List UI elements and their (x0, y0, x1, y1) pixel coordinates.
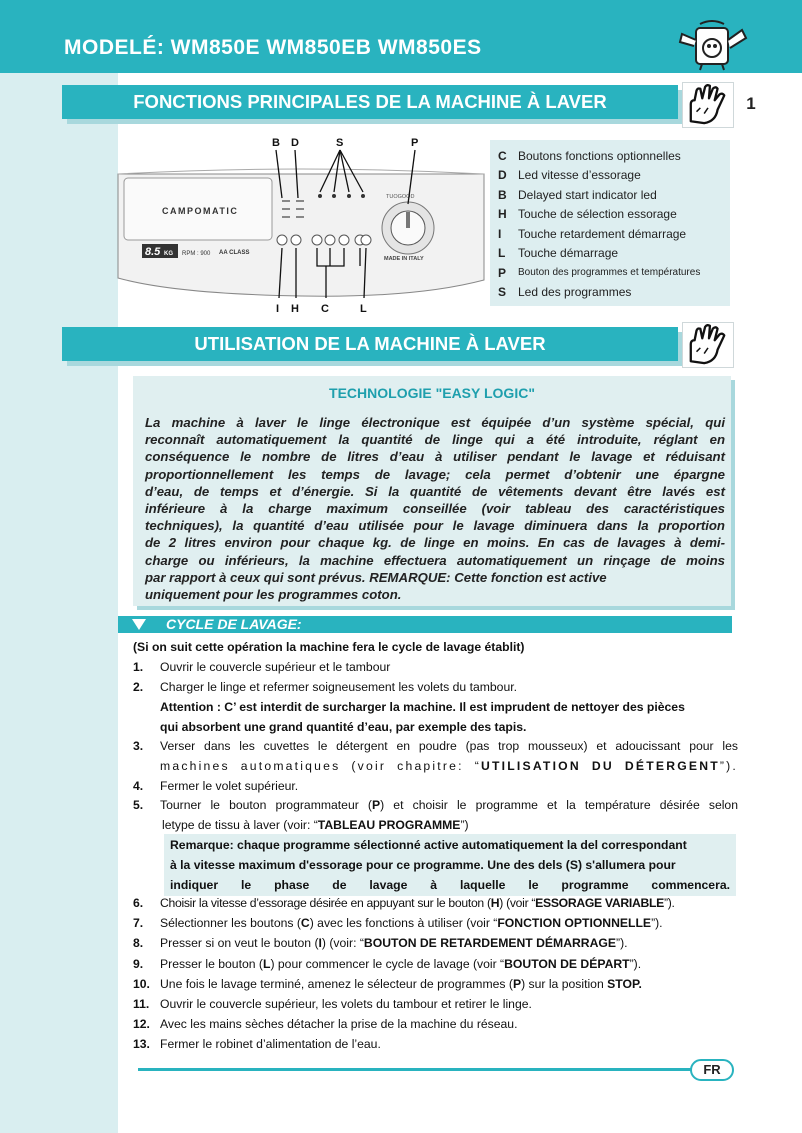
left-margin-band (0, 0, 118, 1133)
legend-key: D (498, 168, 507, 183)
easy-logic-line: par rapport à ceux qui sont prévus. REMARQUE: Cette fonction est active (145, 569, 607, 585)
step-text: Avec les mains sèches détacher la prise de la machine du réseau. (160, 1017, 518, 1031)
hand-icon-box (682, 322, 734, 368)
easy-logic-line: techniques), la quantité d’eau utilisée pour le lavage diminuera dans la proportion (145, 518, 725, 534)
step-fragment: ”) (460, 817, 469, 832)
energy-label: AA CLASS (219, 250, 250, 256)
step-line (162, 816, 738, 836)
easy-logic-title: TECHNOLOGIE "EASY LOGIC" (329, 385, 535, 401)
section-title-usage: UTILISATION DE LA MACHINE À LAVER (194, 333, 546, 354)
hand-icon (683, 83, 733, 127)
step-number: 12. (133, 1017, 150, 1031)
step-fragment-bold: L (262, 957, 271, 971)
capacity-value: 8.5 (145, 246, 161, 258)
step-fragment-bold: TABLEAU PROGRAMME (317, 817, 461, 832)
step-text (160, 796, 738, 835)
brand-label: CAMPOMATIC (162, 206, 239, 216)
legend-key: L (498, 246, 506, 261)
step-fragment: ) (voir “ (499, 896, 536, 910)
step-text (160, 955, 738, 975)
washing-machine-mascot-icon (676, 20, 748, 72)
step-fragment-bold: ESSORAGE VARIABLE (535, 896, 664, 910)
step-fragment: machines automatiques (voir chapitre: “ (160, 758, 482, 773)
step-number: 7. (133, 916, 144, 930)
easy-logic-line: d’eau, de temps et d’énergie. Si la quantité de vêtements devant être lavés est (145, 483, 725, 499)
step-fragment-bold: BOUTON DE DÉPART (504, 957, 630, 971)
label-P: P (411, 137, 419, 149)
step-fragment-bold: BOUTON DE RETARDEMENT DÉMARRAGE (363, 936, 617, 950)
easy-logic-line: charge ou inférieurs, la machine effectuera automatiquement un rinçage de moins (145, 552, 725, 568)
easy-logic-line: proportionnellement les temps de lavage; cela permet d’obtenir une épargne (145, 466, 725, 482)
easy-logic-line: inférieure à la charge maximum conseillée (voir tableau des caractéristiques (145, 501, 725, 517)
attention-line: qui absorbent une grand quantité d’eau, par exemple des tapis. (160, 719, 527, 734)
step-text (160, 934, 738, 954)
step-line: Verser dans les cuvettes le détergent en poudre (pas trop mousseux) et adoucissant pour les (160, 739, 738, 753)
legend-row (498, 283, 730, 303)
legend-text: Touche retardement démarrage (518, 226, 687, 241)
footer-rule (138, 1068, 698, 1071)
legend-row (498, 185, 730, 205)
step-number: 4. (133, 779, 144, 793)
step-line (160, 757, 738, 777)
step-fragment: Une fois le lavage terminé, amenez le sélecteur de programmes ( (160, 977, 513, 991)
step-number: 1. (133, 660, 144, 674)
remark-box (164, 834, 736, 896)
remark-line: indiquer le phase de lavage à laquelle le programme commencera. (170, 878, 730, 892)
legend-text: Boutons fonctions optionnelles (518, 148, 681, 163)
capacity-unit: KG (164, 251, 173, 257)
step-fragment-bold: UTILISATION DU DÉTERGENT (481, 758, 720, 773)
step-text (160, 914, 738, 934)
legend-text: Touche de sélection essorage (518, 207, 677, 222)
label-C: C (321, 303, 329, 315)
cycle-intro: (Si on suit cette opération la machine fera le cycle de lavage établit) (133, 640, 525, 654)
step-text (160, 737, 738, 776)
section-title-functions: FONCTIONS PRINCIPALES DE LA MACHINE À LAVER (133, 91, 607, 112)
legend-key: P (498, 265, 507, 280)
step-text: Fermer le robinet d’alimentation de l’eau. (160, 1037, 381, 1051)
step-text (160, 894, 738, 914)
language-badge: FR (690, 1059, 734, 1081)
step-fragment-bold: FONCTION OPTIONNELLE (497, 916, 652, 930)
top-header-band (0, 0, 802, 73)
step-number: 10. (133, 977, 150, 991)
legend-row (498, 244, 730, 264)
step-number: 5. (133, 798, 144, 812)
step-number: 9. (133, 957, 144, 971)
remark-line: à la vitesse maximum d'essorage pour ce programme. Une des dels (S) s'allumera pour (170, 858, 676, 872)
step-line (160, 796, 738, 816)
legend-text: Led des programmes (518, 285, 632, 300)
step-fragment: ”). (663, 896, 675, 910)
easy-logic-line: La machine à laver le linge électronique est équipée d’un système spécial, qui (145, 415, 725, 430)
cycle-title: CYCLE DE LAVAGE: (166, 616, 302, 632)
step-fragment-bold: H (490, 896, 500, 910)
legend-row (498, 224, 730, 244)
remark-line: Remarque: chaque programme sélectionné active automatiquement la del correspondant (170, 838, 687, 852)
logic-label: TUOGOOD (386, 194, 415, 200)
step-text: Fermer le volet supérieur. (160, 779, 299, 793)
legend-key: C (498, 148, 507, 163)
step-fragment-bold: P (371, 798, 381, 812)
step-text: Ouvrir le couvercle supérieur et le tambour (160, 660, 391, 674)
triangle-down-icon (132, 619, 146, 630)
page-number: 1 (746, 94, 756, 113)
step-number: 11. (133, 997, 150, 1011)
label-L: L (360, 303, 367, 315)
label-I: I (276, 303, 280, 315)
step-number: 8. (133, 936, 144, 950)
cycle-header (118, 616, 732, 633)
attention-line: Attention : C’ est interdit de surcharger la machine. Il est imprudent de nettoyer des pièces (160, 700, 685, 714)
label-D: D (291, 137, 299, 149)
label-S: S (336, 137, 344, 149)
easy-logic-line: conséquence le nombre de litres d’eau à utiliser pendant le lavage et réduisant (145, 449, 725, 465)
easy-logic-line: reconnaît automatiquement la quantité de linge qui a été introduite, réglant en (145, 432, 725, 448)
step-text (160, 975, 738, 995)
step-fragment: Tourner le bouton programmateur ( (160, 798, 372, 812)
legend-key: I (498, 226, 502, 241)
legend-text: Led vitesse d’essorage (518, 168, 641, 183)
step-fragment-bold: C (300, 916, 310, 930)
step-number: 13. (133, 1037, 150, 1051)
legend-text: Delayed start indicator led (518, 187, 657, 202)
step-fragment: ”). (719, 758, 738, 773)
step-number: 2. (133, 680, 144, 694)
step-fragment-bold: I (318, 936, 322, 950)
step-fragment: ) (voir: “ (321, 936, 364, 950)
step-fragment: Sélectionner les boutons ( (160, 916, 301, 930)
step-fragment: letype de tissu à laver (voir: “ (162, 817, 318, 832)
model-title: MODELÉ: WM850E WM850EB WM850ES (64, 36, 482, 59)
attention-note (160, 698, 738, 737)
easy-logic-text (145, 414, 725, 603)
hand-icon (683, 323, 733, 367)
made-in-label: MADE IN ITALY (384, 256, 424, 262)
section-header-usage (62, 327, 678, 361)
step-fragment: ) avec les fonctions à utiliser (voir “ (309, 916, 498, 930)
legend-key: S (498, 285, 507, 300)
step-fragment-bold: STOP. (607, 977, 642, 991)
step-text: Charger le linge et refermer soigneusement les volets du tambour. (160, 680, 518, 694)
control-panel-diagram (116, 137, 486, 315)
label-B: B (272, 137, 280, 149)
step-fragment: ”). (616, 936, 628, 950)
legend-row (498, 263, 730, 283)
legend-text: Touche démarrage (518, 246, 619, 261)
legend-row (498, 205, 730, 225)
step-fragment: Presser si on veut le bouton ( (160, 936, 319, 950)
legend-box (490, 140, 730, 306)
legend-row (498, 166, 730, 186)
label-H: H (291, 303, 299, 315)
step-fragment: ”). (629, 957, 642, 971)
legend-row (498, 146, 730, 166)
step-fragment: ”). (651, 916, 663, 930)
hand-icon-box (682, 82, 734, 128)
legend-key: H (498, 207, 507, 222)
easy-logic-box (133, 376, 731, 606)
section-header-functions (62, 85, 678, 119)
legend-text: Bouton des programmes et températures (518, 267, 701, 279)
step-fragment: ) et choisir le programme et la température désirée selon (380, 798, 738, 812)
step-fragment: Presser le bouton ( (160, 957, 263, 971)
legend-key: B (498, 187, 507, 202)
step-fragment: ) pour commencer le cycle de lavage (voir “ (270, 957, 505, 971)
step-fragment: ) sur la position (521, 977, 608, 991)
step-text: Ouvrir le couvercle supérieur, les volets du tambour et retirer le linge. (160, 997, 532, 1011)
rpm-label: RPM : 900 (182, 251, 211, 257)
step-number: 3. (133, 739, 144, 753)
easy-logic-line: de 2 litres environ pour chaque kg. de linge en moins. En cas de lavages à demi- (145, 535, 725, 551)
step-number: 6. (133, 896, 144, 910)
step-fragment: Choisir la vitesse d’essorage désirée en appuyant sur le bouton ( (160, 896, 491, 910)
step-fragment-bold: P (512, 977, 522, 991)
easy-logic-line: uniquement pour les programmes coton. (145, 587, 402, 603)
